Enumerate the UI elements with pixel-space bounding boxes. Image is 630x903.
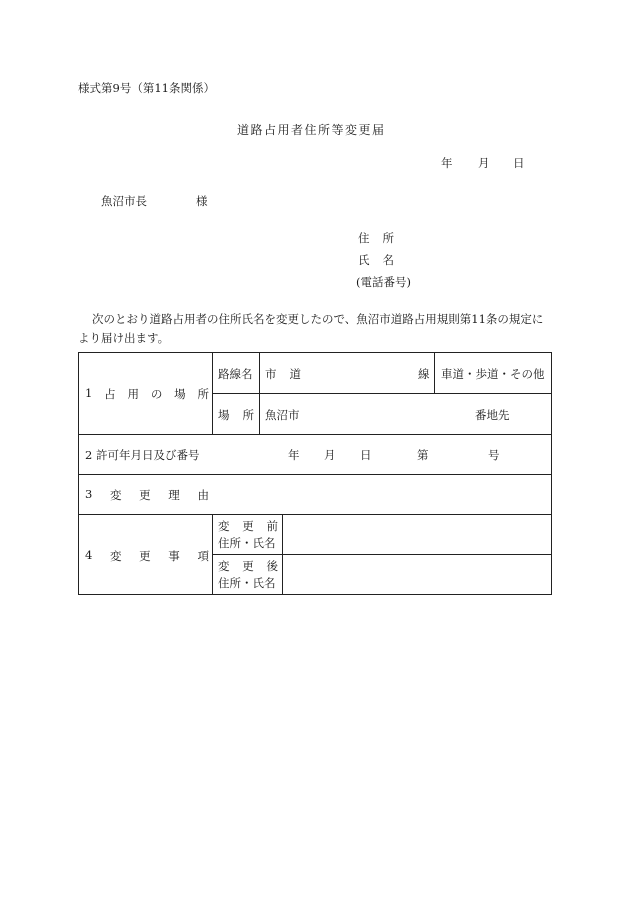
date-month-label: 月 — [478, 156, 490, 170]
addressee-name: 魚沼市長 — [101, 194, 147, 208]
permit-day-label: 日 — [360, 448, 372, 462]
form-number: 様式第9号（第11条関係） — [78, 81, 215, 95]
permit-number-prefix: 第 — [417, 448, 429, 462]
addressee-honorific: 様 — [196, 194, 208, 208]
row4-label: 4 変 更 事 項 — [85, 548, 209, 563]
permit-month-label: 月 — [324, 448, 336, 462]
date-year-label: 年 — [441, 156, 453, 170]
row1-label: 1 占 用 の 場 所 — [85, 386, 209, 401]
after-change-label: 変 更 後 — [218, 559, 278, 573]
route-city-road: 市 道 — [265, 367, 301, 381]
document-title: 道路占用者住所等変更届 — [237, 123, 386, 137]
body-text-line2: より届け出ます。 — [78, 331, 170, 345]
date-day-label: 日 — [513, 156, 525, 170]
permit-year-label: 年 — [288, 448, 300, 462]
before-change-sublabel: 住所・氏名 — [218, 536, 276, 550]
applicant-address-label: 住 所 — [358, 231, 394, 245]
place-suffix: 番地先 — [475, 408, 510, 422]
after-change-sublabel: 住所・氏名 — [218, 576, 276, 590]
body-text-line1: 次のとおり道路占用者の住所氏名を変更したので、魚沼市道路占用規則第11条の規定に — [92, 312, 544, 326]
before-change-label: 変 更 前 — [218, 519, 278, 533]
place-city: 魚沼市 — [265, 408, 300, 422]
permit-number-suffix: 号 — [488, 448, 500, 462]
form-table — [78, 352, 552, 595]
applicant-phone-label: (電話番号) — [356, 275, 411, 289]
row3-label: 3 変 更 理 由 — [85, 487, 209, 502]
place-label: 場 所 — [218, 408, 254, 422]
row2-label: 2 許可年月日及び番号 — [85, 448, 200, 462]
route-name-label: 路線名 — [218, 367, 253, 381]
route-suffix: 線 — [418, 367, 430, 381]
applicant-name-label: 氏 名 — [358, 253, 394, 267]
road-type-options: 車道・歩道・その他 — [441, 367, 545, 381]
